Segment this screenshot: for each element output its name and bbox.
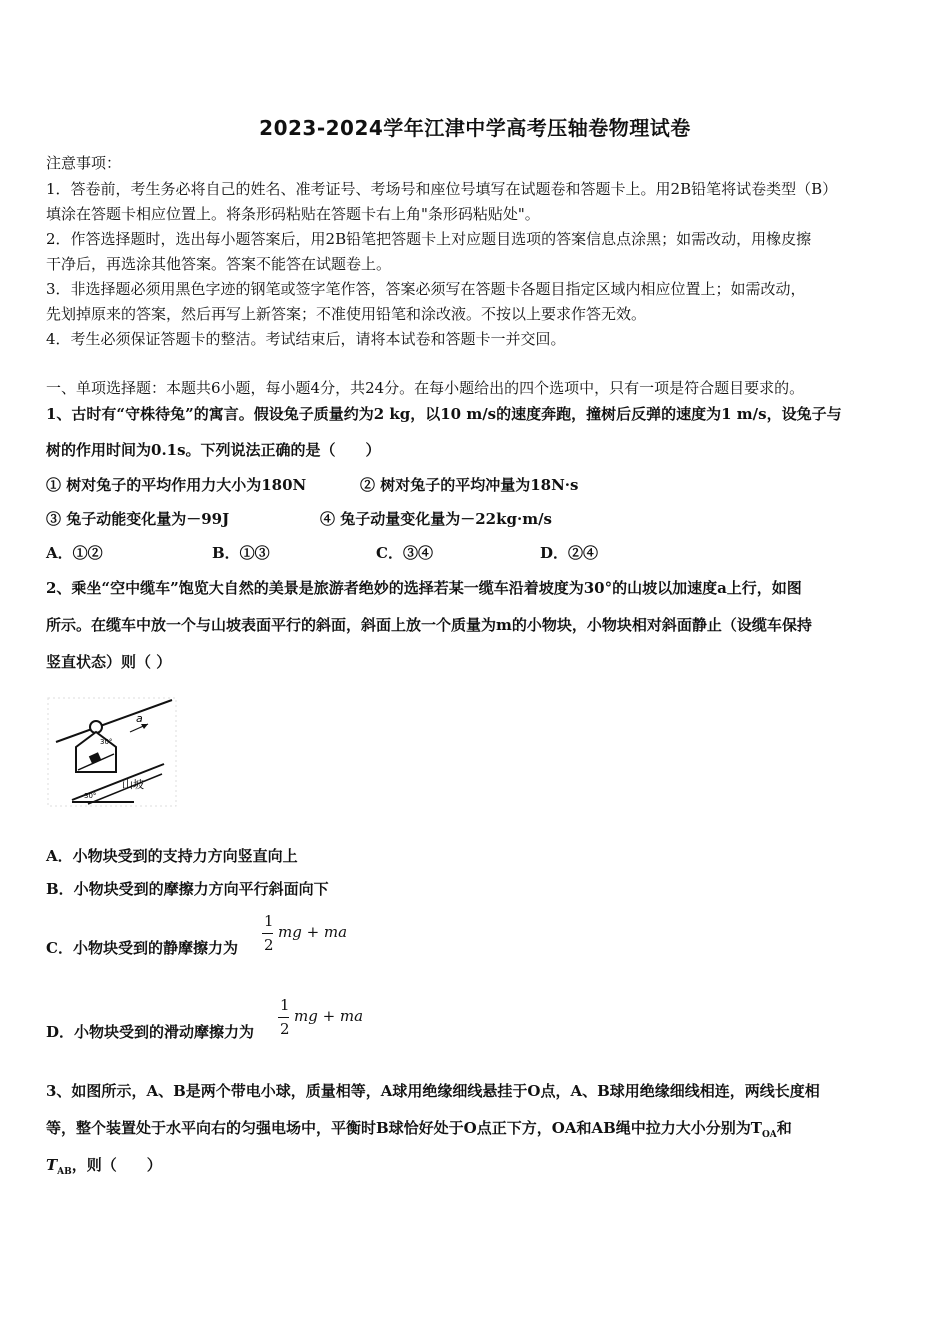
- cable-car-figure: [44, 692, 184, 812]
- notes-line: 3．非选择题必须用黑色字迹的钢笔或签字笔作答，答案必须写在答题卡各题目指定区域内相应位置上；如需改动，: [46, 280, 806, 298]
- q2-stem-line3: 竖直状态）则（ ）: [46, 653, 172, 671]
- notes-line: 1．答卷前，考生务必将自己的姓名、准考证号、考场号和座位号填写在试题卷和答题卡上。用2B铅笔将试卷类型（B）: [46, 180, 838, 198]
- label-angle-lower: 30°: [84, 792, 97, 800]
- q1-statement-3: ③ 兔子动能变化量为－99J: [46, 510, 230, 528]
- notes-line: 填涂在答题卡相应位置上。将条形码粘贴在答题卡右上角"条形码粘贴处"。: [46, 205, 540, 223]
- label-angle-car: 30°: [100, 738, 113, 746]
- subscript-ab: AB: [57, 1167, 72, 1177]
- notes-heading: 注意事项：: [46, 154, 122, 172]
- formula-remainder: mg + ma: [294, 1007, 364, 1025]
- q3-T: T: [46, 1156, 58, 1174]
- q3-line3-rest: ，则（ ）: [71, 1156, 162, 1174]
- q3-stem-line2: [46, 1117, 792, 1140]
- q1-option-c: C．③④: [376, 544, 433, 562]
- section-heading: 一、单项选择题：本题共6小题，每小题4分，共24分。在每小题给出的四个选项中，只有一项是符合题目要求的。: [46, 379, 805, 397]
- q1-statement-1: ① 树对兔子的平均作用力大小为180N: [46, 476, 307, 494]
- notes-line: 2．作答选择题时，选出每小题答案后，用2B铅笔把答题卡上对应题目选项的答案信息点涂黑；如需改动，用橡皮擦: [46, 230, 812, 248]
- q2-stem-line1: 2、乘坐“空中缆车”饱览大自然的美景是旅游者绝妙的选择若某一缆车沿着坡度为30°的山坡以加速度a上行，如图: [46, 579, 802, 597]
- q1-option-d: D．②④: [540, 544, 599, 562]
- q1-stem-line1: 1、古时有“守株待兔”的寓言。假设兔子质量约为2 kg，以10 m/s的速度奔跑，撞树后反弹的速度为1 m/s，设兔子与: [46, 405, 842, 423]
- label-slope: 山坡: [122, 778, 144, 791]
- q3-line2-text: 等，整个装置处于水平向右的匀强电场中，平衡时B球恰好处于O点正下方，OA和AB绳中拉力大小分别为T: [46, 1119, 762, 1137]
- notes-line: 4．考生必须保证答题卡的整洁。考试结束后，请将本试卷和答题卡一并交回。: [46, 330, 566, 348]
- q1-statement-4: ④ 兔子动量变化量为－22kg·m/s: [320, 510, 552, 528]
- q2-option-c: C．小物块受到的静摩擦力为: [46, 939, 238, 957]
- q2-option-d-formula: [278, 996, 388, 1040]
- q2-stem-line2: 所示。在缆车中放一个与山坡表面平行的斜面，斜面上放一个质量为m的小物块，小物块相对斜面静止（设缆车保持: [46, 616, 812, 634]
- cable-line: [56, 700, 172, 742]
- fraction-bar: [262, 933, 273, 934]
- fraction-denominator: 2: [280, 1020, 290, 1038]
- q1-stem-line2: 树的作用时间为0.1s。下列说法正确的是（ ）: [46, 441, 381, 459]
- q2-option-b: B．小物块受到的摩擦力方向平行斜面向下: [46, 880, 329, 898]
- q3-and: 和: [776, 1119, 792, 1137]
- notes-line: 先划掉原来的答案，然后再写上新答案；不准使用铅笔和涂改液。不按以上要求作答无效。: [46, 305, 647, 323]
- fraction-bar: [278, 1017, 289, 1018]
- q2-option-d: D．小物块受到的滑动摩擦力为: [46, 1023, 255, 1041]
- fraction-numerator: 1: [264, 912, 274, 930]
- q2-option-a: A．小物块受到的支持力方向竖直向上: [46, 847, 298, 865]
- fraction-numerator: 1: [280, 996, 290, 1014]
- label-a: a: [136, 712, 143, 725]
- fraction-denominator: 2: [264, 936, 274, 954]
- q1-option-a: A．①②: [46, 544, 103, 562]
- q1-option-b: B．①③: [212, 544, 270, 562]
- q3-stem-line1: 3、如图所示，A、B是两个带电小球，质量相等，A球用绝缘细线悬挂于O点，A、B球用绝缘细线相连，两线长度相: [46, 1082, 820, 1100]
- page-title: 2023-2024学年江津中学高考压轴卷物理试卷: [259, 116, 691, 140]
- subscript-oa: OA: [761, 1130, 777, 1140]
- q2-option-c-formula: [262, 912, 372, 956]
- q1-statement-2: ② 树对兔子的平均冲量为18N·s: [360, 476, 579, 494]
- formula-remainder: mg + ma: [278, 923, 348, 941]
- q3-stem-line3: [46, 1154, 162, 1177]
- notes-line: 干净后，再选涂其他答案。答案不能答在试题卷上。: [46, 255, 392, 273]
